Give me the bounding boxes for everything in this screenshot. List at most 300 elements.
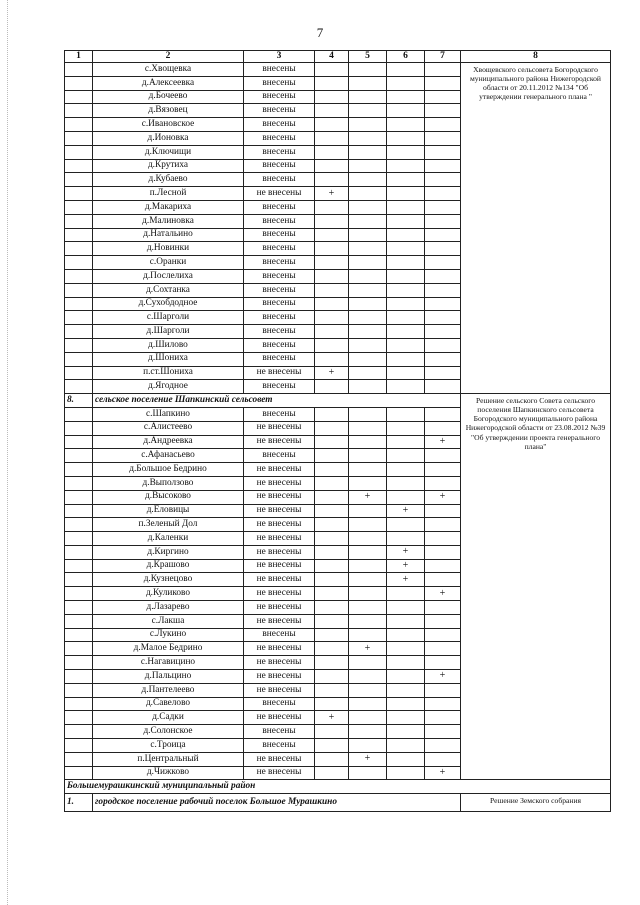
row-number	[65, 352, 93, 366]
mark-col-5	[349, 711, 387, 725]
mark-col-6	[387, 104, 425, 118]
settlement-name: д.Кубаево	[93, 173, 244, 187]
district-row	[65, 780, 611, 794]
row-number	[65, 228, 93, 242]
status: не внесены	[244, 366, 315, 380]
mark-col-4	[315, 352, 349, 366]
mark-col-7	[425, 380, 461, 394]
status: внесены	[244, 131, 315, 145]
mark-col-6	[387, 256, 425, 270]
mark-col-5	[349, 63, 387, 77]
mark-col-5	[349, 352, 387, 366]
district-title: Большемурашкинский муниципальный район	[65, 780, 611, 794]
mark-col-5	[349, 739, 387, 753]
mark-col-4	[315, 76, 349, 90]
mark-col-7	[425, 90, 461, 104]
settlement-name: д.Бочеево	[93, 90, 244, 104]
mark-col-6	[387, 642, 425, 656]
status: не внесены	[244, 670, 315, 684]
status: внесены	[244, 90, 315, 104]
settlement-name: с.Оранки	[93, 256, 244, 270]
settlement-name: с.Лакша	[93, 614, 244, 628]
mark-col-5	[349, 311, 387, 325]
settlement-name: д.Высоково	[93, 490, 244, 504]
settlement-name: д.Ионовка	[93, 131, 244, 145]
mark-col-7	[425, 283, 461, 297]
mark-col-6	[387, 697, 425, 711]
mark-col-5	[349, 338, 387, 352]
mark-col-5	[349, 256, 387, 270]
mark-col-5	[349, 90, 387, 104]
settlement-name: д.Еловицы	[93, 504, 244, 518]
settlement-name: д.Куликово	[93, 587, 244, 601]
settlement-name: д.Чижково	[93, 766, 244, 780]
mark-col-6	[387, 269, 425, 283]
mark-col-5	[349, 269, 387, 283]
header-col-3: 3	[244, 51, 315, 63]
mark-col-5	[349, 435, 387, 449]
row-number	[65, 697, 93, 711]
mark-col-6	[387, 283, 425, 297]
mark-col-6	[387, 131, 425, 145]
row-number	[65, 573, 93, 587]
mark-col-7	[425, 131, 461, 145]
row-number	[65, 145, 93, 159]
status: внесены	[244, 118, 315, 132]
mark-col-6	[387, 118, 425, 132]
mark-col-7	[425, 338, 461, 352]
mark-col-6	[387, 628, 425, 642]
mark-col-6	[387, 90, 425, 104]
mark-col-7	[425, 725, 461, 739]
mark-col-4	[315, 297, 349, 311]
row-number	[65, 421, 93, 435]
mark-col-4	[315, 545, 349, 559]
row-number	[65, 131, 93, 145]
mark-col-5	[349, 200, 387, 214]
mark-col-4	[315, 559, 349, 573]
row-number	[65, 118, 93, 132]
settlement-name: д.Большое Бедрино	[93, 463, 244, 477]
mark-col-6	[387, 63, 425, 77]
status: внесены	[244, 159, 315, 173]
status: не внесены	[244, 683, 315, 697]
mark-col-5	[349, 601, 387, 615]
mark-col-5	[349, 670, 387, 684]
mark-col-7	[425, 518, 461, 532]
mark-col-5	[349, 76, 387, 90]
settlement-name: д.Вязовец	[93, 104, 244, 118]
mark-col-6	[387, 532, 425, 546]
header-col-6: 6	[387, 51, 425, 63]
page-number: 7	[316, 25, 324, 40]
mark-col-5	[349, 118, 387, 132]
mark-col-4	[315, 573, 349, 587]
settlement-name: д.Крутиха	[93, 159, 244, 173]
mark-col-4	[315, 739, 349, 753]
mark-col-6	[387, 407, 425, 421]
status: не внесены	[244, 421, 315, 435]
mark-col-6	[387, 476, 425, 490]
settlement-name: п.Лесной	[93, 187, 244, 201]
mark-col-6	[387, 380, 425, 394]
row-number	[65, 325, 93, 339]
settlement-name: с.Хвощевка	[93, 63, 244, 77]
settlement-name: д.Садки	[93, 711, 244, 725]
mark-col-4	[315, 490, 349, 504]
mark-col-7	[425, 352, 461, 366]
table-row	[65, 63, 611, 77]
row-number	[65, 752, 93, 766]
settlement-name: д.Андреевка	[93, 435, 244, 449]
row-number	[65, 683, 93, 697]
mark-col-7	[425, 739, 461, 753]
status: внесены	[244, 283, 315, 297]
mark-col-5	[349, 628, 387, 642]
row-number	[65, 504, 93, 518]
section-title-row	[65, 794, 611, 812]
mark-col-7	[425, 76, 461, 90]
mark-col-4	[315, 614, 349, 628]
mark-col-5	[349, 545, 387, 559]
mark-col-7	[425, 614, 461, 628]
mark-col-7: +	[425, 670, 461, 684]
mark-col-5	[349, 159, 387, 173]
status: не внесены	[244, 435, 315, 449]
row-number	[65, 711, 93, 725]
settlement-name: д.Послелиха	[93, 269, 244, 283]
mark-col-7	[425, 159, 461, 173]
status: не внесены	[244, 601, 315, 615]
row-number	[65, 601, 93, 615]
header-col-2: 2	[93, 51, 244, 63]
settlement-name: д.Малиновка	[93, 214, 244, 228]
row-number	[65, 338, 93, 352]
header-col-1: 1	[65, 51, 93, 63]
mark-col-7	[425, 104, 461, 118]
mark-col-5	[349, 725, 387, 739]
mark-col-6	[387, 766, 425, 780]
row-number	[65, 642, 93, 656]
status: не внесены	[244, 532, 315, 546]
settlement-name: д.Пальцино	[93, 670, 244, 684]
settlement-name: с.Шапкино	[93, 407, 244, 421]
status: внесены	[244, 407, 315, 421]
mark-col-4	[315, 642, 349, 656]
row-number	[65, 242, 93, 256]
row-number	[65, 614, 93, 628]
mark-col-7	[425, 711, 461, 725]
mark-col-6	[387, 214, 425, 228]
mark-col-4: +	[315, 711, 349, 725]
section-title-row	[65, 394, 611, 408]
mark-col-6	[387, 711, 425, 725]
status: внесены	[244, 256, 315, 270]
mark-col-7: +	[425, 766, 461, 780]
mark-col-7	[425, 642, 461, 656]
row-number	[65, 476, 93, 490]
mark-col-6	[387, 187, 425, 201]
mark-col-5	[349, 476, 387, 490]
mark-col-7	[425, 228, 461, 242]
mark-col-5	[349, 297, 387, 311]
mark-col-5	[349, 407, 387, 421]
mark-col-6	[387, 297, 425, 311]
settlement-name: с.Лукино	[93, 628, 244, 642]
mark-col-4	[315, 766, 349, 780]
mark-col-4	[315, 90, 349, 104]
mark-col-6	[387, 311, 425, 325]
mark-col-7	[425, 573, 461, 587]
status: внесены	[244, 380, 315, 394]
mark-col-4	[315, 449, 349, 463]
row-number	[65, 380, 93, 394]
row-number	[65, 449, 93, 463]
mark-col-4	[315, 311, 349, 325]
section-title: городское поселение рабочий поселок Большое Мурашкино	[93, 794, 461, 812]
mark-col-5	[349, 145, 387, 159]
mark-col-7	[425, 476, 461, 490]
settlement-name: д.Новинки	[93, 242, 244, 256]
settlement-name: д.Киргино	[93, 545, 244, 559]
status: внесены	[244, 173, 315, 187]
settlement-name: д.Пантелеево	[93, 683, 244, 697]
mark-col-4	[315, 338, 349, 352]
mark-col-6	[387, 463, 425, 477]
mark-col-5	[349, 421, 387, 435]
mark-col-4	[315, 587, 349, 601]
row-number	[65, 283, 93, 297]
mark-col-4	[315, 63, 349, 77]
mark-col-5	[349, 532, 387, 546]
row-number	[65, 532, 93, 546]
settlement-name: с.Шарголи	[93, 311, 244, 325]
row-number	[65, 725, 93, 739]
mark-col-7	[425, 325, 461, 339]
status: внесены	[244, 628, 315, 642]
status: внесены	[244, 242, 315, 256]
status: не внесены	[244, 587, 315, 601]
status: не внесены	[244, 187, 315, 201]
mark-col-4	[315, 421, 349, 435]
mark-col-6	[387, 683, 425, 697]
mark-col-6	[387, 601, 425, 615]
mark-col-4	[315, 407, 349, 421]
status: внесены	[244, 338, 315, 352]
table-header	[65, 51, 611, 63]
mark-col-4	[315, 628, 349, 642]
status: внесены	[244, 449, 315, 463]
mark-col-4	[315, 173, 349, 187]
settlement-name: д.Солонское	[93, 725, 244, 739]
row-number	[65, 435, 93, 449]
mark-col-4	[315, 504, 349, 518]
settlement-name: п.ст.Шониха	[93, 366, 244, 380]
row-number	[65, 518, 93, 532]
mark-col-7: +	[425, 435, 461, 449]
status: внесены	[244, 200, 315, 214]
mark-col-7	[425, 242, 461, 256]
mark-col-5	[349, 573, 387, 587]
mark-col-6	[387, 656, 425, 670]
row-number	[65, 628, 93, 642]
mark-col-4	[315, 463, 349, 477]
mark-col-5	[349, 104, 387, 118]
mark-col-6	[387, 435, 425, 449]
mark-col-4	[315, 697, 349, 711]
row-number	[65, 256, 93, 270]
mark-col-6: +	[387, 559, 425, 573]
settlement-name: д.Шониха	[93, 352, 244, 366]
mark-col-5: +	[349, 490, 387, 504]
mark-col-5	[349, 518, 387, 532]
mark-col-7	[425, 118, 461, 132]
status: не внесены	[244, 518, 315, 532]
mark-col-6	[387, 518, 425, 532]
mark-col-6	[387, 145, 425, 159]
mark-col-4	[315, 159, 349, 173]
settlement-name: д.Малое Бедрино	[93, 642, 244, 656]
mark-col-6	[387, 725, 425, 739]
settlement-name: д.Алексеевка	[93, 76, 244, 90]
mark-col-6	[387, 670, 425, 684]
settlement-name: д.Ягодное	[93, 380, 244, 394]
row-number	[65, 104, 93, 118]
mark-col-4	[315, 325, 349, 339]
settlement-name: д.Крашово	[93, 559, 244, 573]
mark-col-7	[425, 545, 461, 559]
section-note: Решение Земского собрания	[461, 794, 611, 812]
mark-col-6	[387, 421, 425, 435]
settlement-name: с.Троица	[93, 739, 244, 753]
status: не внесены	[244, 545, 315, 559]
settlement-name: п.Центральный	[93, 752, 244, 766]
mark-col-7	[425, 601, 461, 615]
status: не внесены	[244, 642, 315, 656]
mark-col-6	[387, 159, 425, 173]
mark-col-6	[387, 752, 425, 766]
status: внесены	[244, 352, 315, 366]
status: внесены	[244, 228, 315, 242]
mark-col-6	[387, 76, 425, 90]
mark-col-4	[315, 131, 349, 145]
mark-col-4: +	[315, 366, 349, 380]
row-number	[65, 200, 93, 214]
settlement-name: с.Нагавицино	[93, 656, 244, 670]
row-number	[65, 545, 93, 559]
row-number	[65, 739, 93, 753]
mark-col-7	[425, 683, 461, 697]
settlement-name: д.Ключищи	[93, 145, 244, 159]
mark-col-7	[425, 173, 461, 187]
settlement-name: д.Савелово	[93, 697, 244, 711]
mark-col-5	[349, 173, 387, 187]
mark-col-4	[315, 656, 349, 670]
header-col-7: 7	[425, 51, 461, 63]
mark-col-5	[349, 228, 387, 242]
mark-col-4	[315, 518, 349, 532]
mark-col-6	[387, 173, 425, 187]
mark-col-7: +	[425, 490, 461, 504]
mark-col-5	[349, 587, 387, 601]
mark-col-6	[387, 325, 425, 339]
settlements-table	[64, 50, 611, 812]
mark-col-5	[349, 766, 387, 780]
mark-col-4	[315, 532, 349, 546]
status: не внесены	[244, 490, 315, 504]
mark-col-6	[387, 366, 425, 380]
mark-col-7	[425, 504, 461, 518]
mark-col-5: +	[349, 752, 387, 766]
header-col-4: 4	[315, 51, 349, 63]
mark-col-7	[425, 311, 461, 325]
mark-col-4: +	[315, 187, 349, 201]
status: не внесены	[244, 573, 315, 587]
mark-col-7	[425, 256, 461, 270]
mark-col-7	[425, 187, 461, 201]
row-number	[65, 269, 93, 283]
mark-col-5	[349, 366, 387, 380]
status: внесены	[244, 725, 315, 739]
mark-col-5	[349, 187, 387, 201]
status: не внесены	[244, 463, 315, 477]
mark-col-7	[425, 656, 461, 670]
mark-col-5	[349, 697, 387, 711]
page-edge-marks	[7, 0, 8, 905]
mark-col-5	[349, 683, 387, 697]
mark-col-5	[349, 380, 387, 394]
section-number: 1.	[65, 794, 93, 812]
row-number	[65, 559, 93, 573]
mark-col-7	[425, 449, 461, 463]
settlement-name: д.Сухобдодное	[93, 297, 244, 311]
mark-col-7	[425, 200, 461, 214]
mark-col-7	[425, 559, 461, 573]
mark-col-7	[425, 269, 461, 283]
row-number	[65, 90, 93, 104]
mark-col-4	[315, 476, 349, 490]
mark-col-5	[349, 131, 387, 145]
mark-col-7	[425, 421, 461, 435]
mark-col-7: +	[425, 587, 461, 601]
status: не внесены	[244, 711, 315, 725]
mark-col-4	[315, 670, 349, 684]
mark-col-4	[315, 435, 349, 449]
section-note: Решение сельского Совета сельского поселения Шапкинского сельсовета Богородского муниципального района Нижегородской области от 23.08.2012 №39 "Об утверждении проекта генерального плана"	[461, 394, 611, 780]
status: внесены	[244, 311, 315, 325]
row-number	[65, 297, 93, 311]
row-number	[65, 366, 93, 380]
mark-col-4	[315, 725, 349, 739]
settlement-name: д.Макариха	[93, 200, 244, 214]
mark-col-6	[387, 228, 425, 242]
row-number	[65, 311, 93, 325]
header-col-5: 5	[349, 51, 387, 63]
mark-col-5	[349, 614, 387, 628]
mark-col-7	[425, 214, 461, 228]
mark-col-7	[425, 145, 461, 159]
settlement-name: с.Алистеево	[93, 421, 244, 435]
mark-col-5	[349, 242, 387, 256]
mark-col-5	[349, 214, 387, 228]
mark-col-4	[315, 104, 349, 118]
status: внесены	[244, 297, 315, 311]
mark-col-7	[425, 63, 461, 77]
row-number	[65, 407, 93, 421]
status: внесены	[244, 739, 315, 753]
status: не внесены	[244, 656, 315, 670]
status: не внесены	[244, 504, 315, 518]
